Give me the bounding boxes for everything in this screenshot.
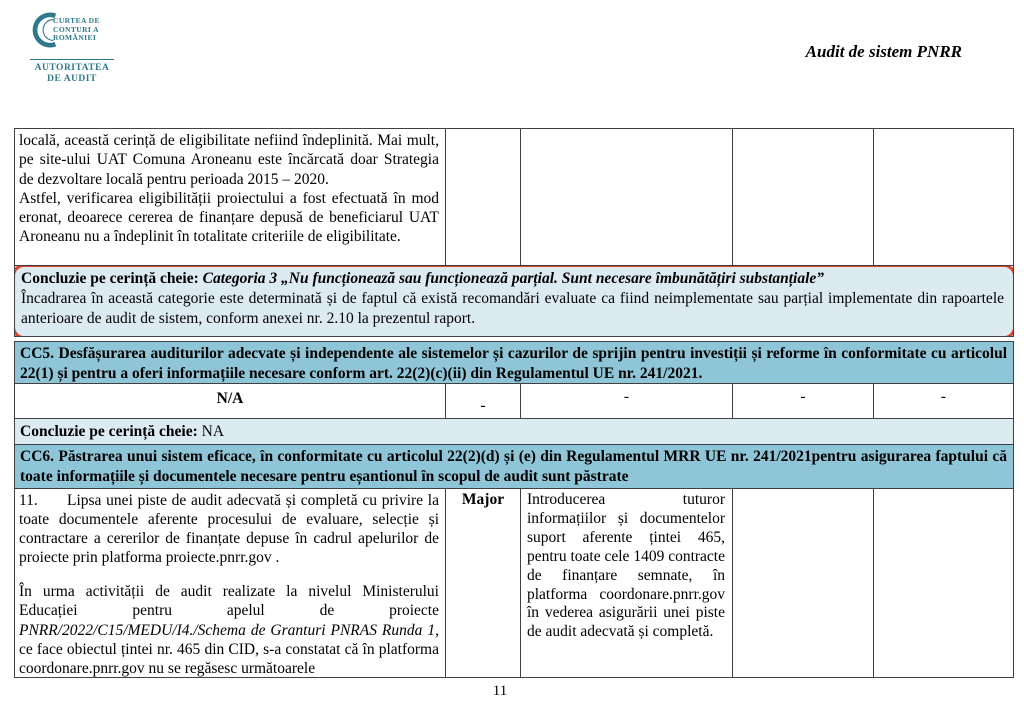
cc6-header-row [14, 444, 1014, 489]
conclusion-body: Încadrarea în această categorie este determinată și de faptul că există recomandări evaluate ca fiind neimplementate sau parțial implementate din rapoartele anterioare de audit de sistem, conform anexei nr. 2.10 la prezentul raport. [21, 290, 1004, 327]
authority-line2: DE AUDIT [47, 73, 97, 84]
logo-org-line2: CONTURI A [53, 24, 99, 34]
na-cell: N/A [15, 384, 446, 418]
finding-11-p2-post: , ce face obiectul țintei nr. 465 din CID, s-a constatat că în platforma coordonare.pnrr.gov nu se regăsesc următoarele [19, 621, 439, 677]
dash-cell: - [940, 388, 947, 405]
logo-divider [30, 59, 114, 60]
finding-paragraph-2: Astfel, verificarea eligibilității proiectului a fost efectuată în mod eronat, deoarece cererea de finanțare depusă de beneficiarul UAT Aroneanu nu a îndeplinit în totalitate criteriile de eligibilitate. [19, 189, 439, 246]
empty-cell [733, 489, 874, 677]
cc6-finding-row [14, 488, 1014, 678]
document-title: Audit de sistem PNRR [805, 42, 962, 61]
empty-cell [521, 129, 733, 265]
finding-11-p2-pre: În urma activității de audit realizate la nivelul Ministerului Educației pentru apelul de proiecte [19, 583, 439, 620]
empty-cell [733, 129, 874, 265]
paragraph-gap [19, 567, 439, 582]
finding-text-cell [15, 129, 446, 265]
logo-emblem-row [28, 7, 120, 53]
court-of-accounts-logo [28, 7, 120, 84]
audit-authority-label [28, 63, 116, 84]
page-number: 11 [492, 683, 508, 699]
cc5-conclusion-label: Concluzie pe cerință cheie: [20, 423, 198, 440]
logo-org-name [53, 17, 100, 43]
table1-finding-row [14, 128, 1014, 266]
empty-cell [874, 489, 1013, 677]
dash-cell: - [446, 384, 521, 418]
cc6-title: CC6. Păstrarea unui sistem eficace, în conformitate cu articolul 22(2)(d) și (e) din Regulamentul MRR UE nr. 241/2021pentru asigurarea faptului că toate informațiile și documentele necesare pentru eșantionul în scopul de audit sunt păstrate [20, 448, 1007, 485]
finding-11-paragraph-1 [19, 491, 439, 567]
cc5-conclusion-row [14, 418, 1014, 445]
severity-cell: Major [446, 489, 521, 677]
cc5-conclusion-value: NA [197, 423, 225, 440]
cc5-header-row [14, 341, 1014, 384]
empty-cell [446, 129, 521, 265]
dash-cell: - [521, 384, 733, 418]
conclusion-label: Concluzie pe cerință cheie: [21, 270, 203, 287]
finding-paragraph-1: locală, această cerință de eligibilitate nefiind îndeplinită. Mai mult, pe site-ului UAT Comuna Aroneanu este încărcată doar Strategia de dezvoltare locală pentru perioada 2015 – 2020. [19, 132, 439, 188]
finding-11-p2-call-id: PNRR/2022/C15/MEDU/I4./Schema de Granturi PNRAS Runda 1 [19, 621, 436, 639]
authority-line1: AUTORITATEA [34, 63, 110, 73]
cc5-title: CC5. Desfășurarea auditurilor adecvate și independente ale sistemelor și cazurilor de sprijin pentru investiții și reforme în conformitate cu articolul 22(1) și pentru a oferi informațiile necesare conform art. 22(2)(c)(ii) din Regulamentul UE nr. 241/2021. [20, 345, 1007, 382]
logo-org-line3: ROMÂNIEI [53, 33, 97, 43]
empty-cell [874, 129, 1013, 265]
dash-cell: - [733, 384, 874, 418]
cc5-na-row [14, 383, 1014, 419]
finding-11-p1-text: Lipsa unei piste de audit adecvată și completă cu privire la toate documentele aferente procesului de evaluare, selecție și contractare a cererilor de finanțate depuse în cadrul apelurilor de proiecte prin platforma proiecte.pnrr.gov . [19, 492, 439, 567]
table1-conclusion-row [14, 265, 1014, 337]
logo-org-line1: CURTEA DE [53, 16, 100, 26]
finding-number: 11. [19, 492, 38, 509]
red-highlight-box [14, 265, 1014, 337]
finding-11-cell [15, 489, 446, 677]
conclusion-category: Categoria 3 „Nu funcționează sau funcționează parțial. Sunt necesare îmbunătățiri substanțiale” [202, 270, 825, 287]
finding-11-paragraph-2 [19, 582, 439, 677]
recommendation-cell: Introducerea tuturor informațiilor și documentelor suport aferente țintei 465, pentru toate cele 1409 contracte de finanțare semnate, în platforma coordonare.pnrr.gov în vederea asigurării unei piste de audit adecvată și completă. [521, 489, 733, 677]
